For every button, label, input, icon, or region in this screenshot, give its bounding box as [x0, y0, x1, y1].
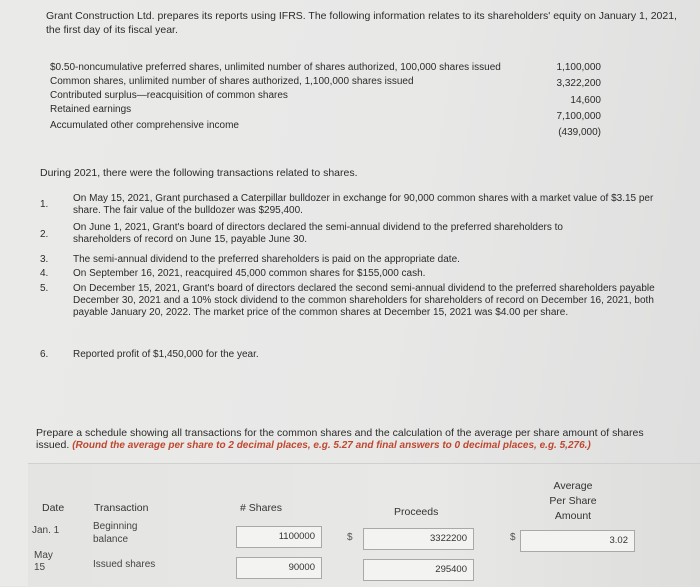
instructions-text: Prepare a schedule showing all transactions for the common shares and the calculation of the average per share amount of shares issued.: [36, 427, 644, 451]
transaction-text: The semi-annual dividend to the preferred shareholders is paid on the appropriate date.: [73, 254, 460, 265]
balance-value: 14,600: [570, 95, 601, 106]
balance-label: Accumulated other comprehensive income: [50, 120, 239, 131]
transaction-text: Reported profit of $1,450,000 for the year.: [73, 349, 259, 360]
intro-text: Grant Construction Ltd. prepares its reports using IFRS. The following information relates to its shareholders' equity on January 1, 2021, the first day of its fiscal year.: [46, 10, 677, 36]
balance-value: 7,100,000: [556, 111, 601, 122]
row-transaction: Issued shares: [93, 559, 156, 570]
row-transaction-line: Beginning: [93, 521, 138, 532]
proceeds-input[interactable]: 3322200: [363, 528, 474, 550]
col-header-average-line: Per Share: [549, 495, 597, 507]
average-input[interactable]: 3.02: [520, 530, 635, 552]
transaction-text: On May 15, 2021, Grant purchased a Caterpillar bulldozer in exchange for 90,000 common shares with a market value of $3.15 per share. The fair value of the bulldozer was $295,400.: [73, 193, 654, 216]
balance-label: Retained earnings: [50, 104, 132, 115]
transaction-number: 3.: [40, 254, 49, 265]
balance-value: (439,000): [558, 127, 601, 138]
row-date: [34, 550, 53, 574]
currency-symbol: $: [347, 532, 353, 543]
row-transaction-line: balance: [93, 534, 129, 545]
rounding-note: (Round the average per share to 2 decimal places, e.g. 5.27 and final answers to 0 decimal places, e.g. 5,276.): [72, 440, 591, 451]
col-header-transaction: Transaction: [94, 502, 149, 514]
transaction-number: 6.: [40, 349, 49, 360]
currency-symbol: $: [510, 532, 516, 543]
balance-value: 1,100,000: [556, 62, 601, 73]
col-header-average: [538, 479, 608, 524]
col-header-shares: # Shares: [240, 502, 283, 514]
shares-input[interactable]: 1100000: [236, 526, 322, 548]
row-transaction: [93, 520, 137, 546]
shares-input[interactable]: 90000: [236, 557, 322, 579]
transaction-number: 1.: [40, 199, 49, 210]
row-date-line: 15: [34, 562, 46, 573]
transaction-number: 4.: [40, 268, 49, 279]
transaction-text: On June 1, 2021, Grant's board of directors declared the semi-annual dividend to the preferred shareholders to shareholders of record on June 15, payable June 30.: [73, 222, 563, 245]
transaction-text: On December 15, 2021, Grant's board of directors declared the second semi-annual dividend to the preferred shareholders payable December 30, 2021 and a 10% stock dividend to the common shareholders for shareholders of record on December 16, 2021, both payable January 20, 2022. The market price of the common shares at December 15, 2021 was $4.00 per share.: [73, 283, 655, 318]
balance-label: $0.50-noncumulative preferred shares, unlimited number of shares authorized, 100,000 shares issued: [50, 62, 501, 73]
col-header-date: Date: [42, 502, 65, 514]
balance-value: 3,322,200: [556, 78, 601, 89]
transaction-number: 2.: [40, 229, 49, 240]
col-header-average-line: Average: [553, 480, 593, 492]
transaction-number: 5.: [40, 283, 49, 294]
instructions: [36, 427, 656, 452]
col-header-average-line: Amount: [554, 510, 592, 522]
row-date-line: May: [34, 550, 53, 561]
balance-label: Common shares, unlimited number of shares authorized, 1,100,000 shares issued: [50, 76, 414, 87]
row-date: Jan. 1: [32, 525, 60, 536]
transaction-text: On September 16, 2021, reacquired 45,000 common shares for $155,000 cash.: [73, 268, 426, 279]
schedule-table: [28, 463, 700, 587]
balance-label: Contributed surplus—reacquisition of common shares: [50, 90, 288, 101]
transactions-heading: During 2021, there were the following transactions related to shares.: [40, 167, 358, 179]
col-header-proceeds: Proceeds: [394, 506, 439, 518]
proceeds-input[interactable]: 295400: [363, 559, 474, 581]
